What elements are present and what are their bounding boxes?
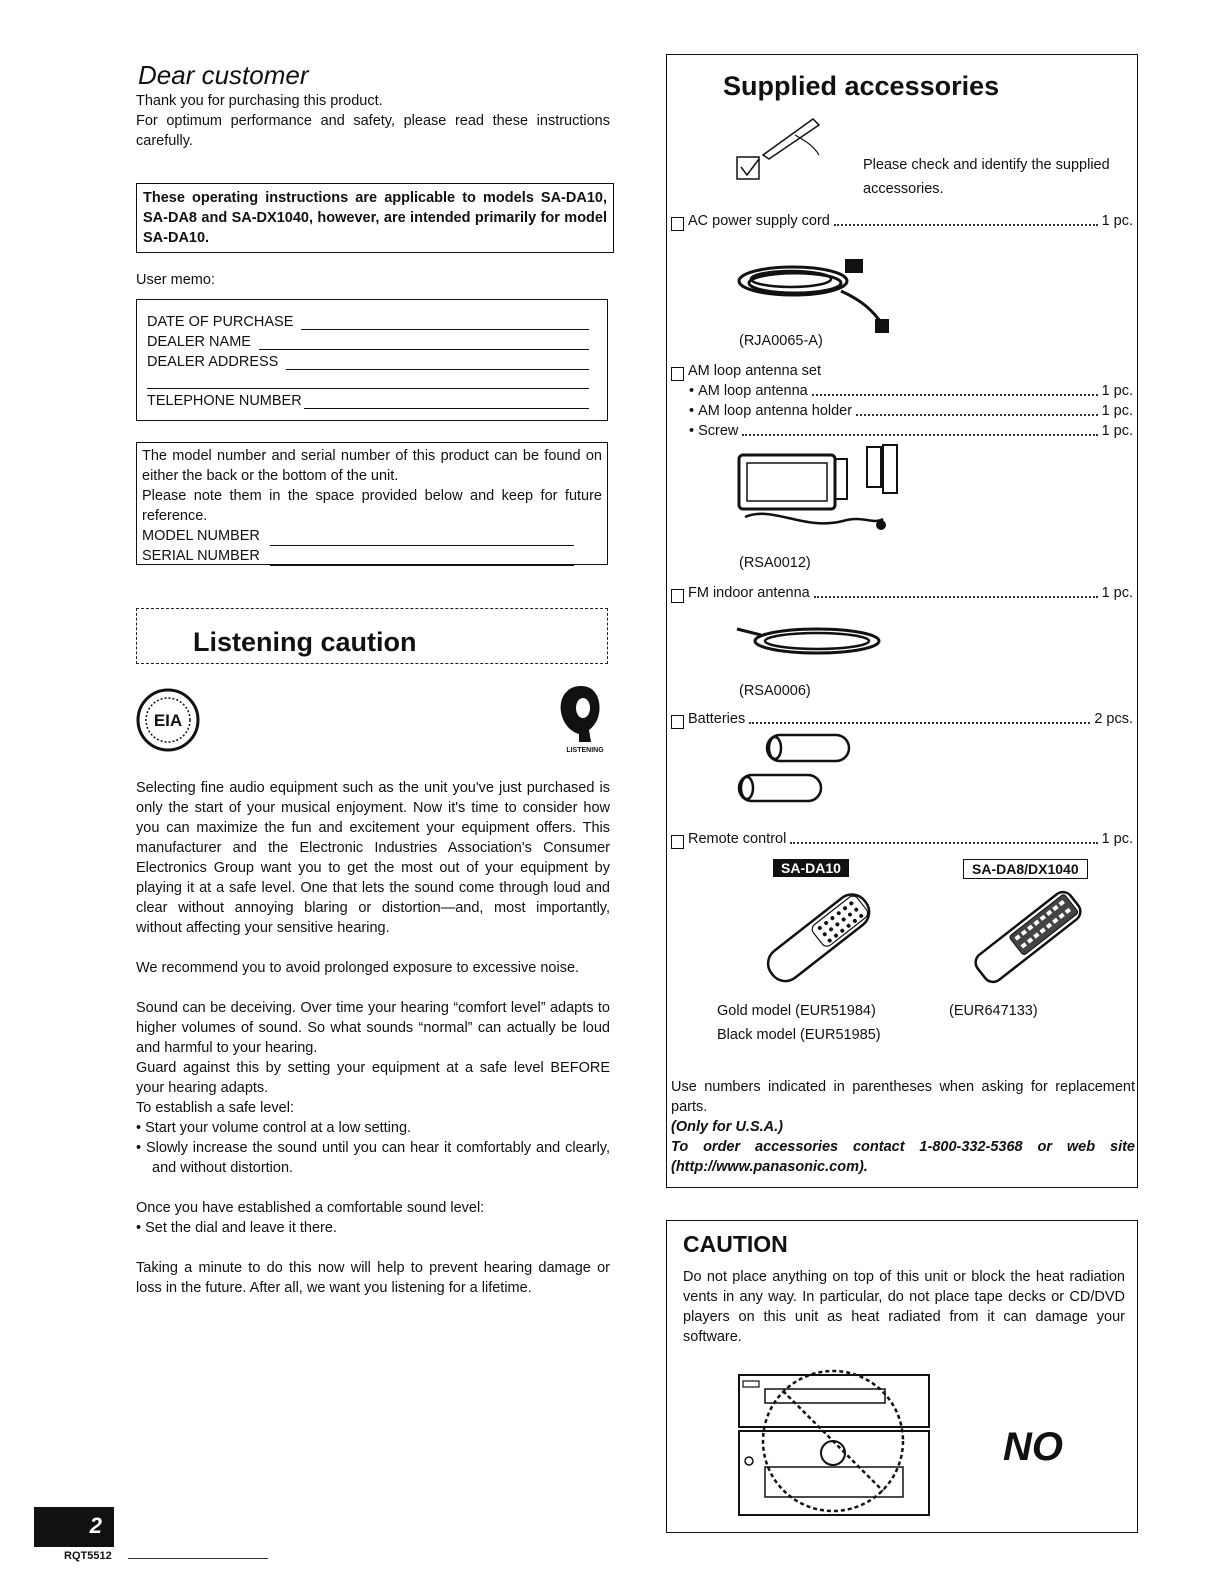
am-antenna-icon <box>733 441 923 541</box>
listening-logo-icon <box>551 680 611 756</box>
part-number-am: (RSA0012) <box>739 555 811 571</box>
sound-paragraph <box>136 998 610 1178</box>
user-memo-label: User memo: <box>136 272 215 288</box>
accessory-name: AC power supply cord <box>688 213 830 229</box>
body-line: To establish a safe level: <box>136 1100 294 1116</box>
memo-row-dealer-name <box>147 334 589 350</box>
am-sub-row: • AM loop antenna 1 pc. <box>689 383 1133 399</box>
usa-only-note: (Only for U.S.A.) <box>671 1119 783 1135</box>
memo-field-label: DEALER ADDRESS <box>147 354 279 370</box>
part-number-fm: (RSA0006) <box>739 683 811 699</box>
remote-b-part: (EUR647133) <box>949 1003 1038 1019</box>
accessory-qty: 2 pcs. <box>1094 711 1133 727</box>
user-memo-box <box>136 299 608 421</box>
document-code: RQT5512 <box>64 1550 112 1562</box>
serial-note: The model number and serial number of this product can be found on either the back or the bottom of the unit. <box>142 448 602 484</box>
memo-row-date <box>147 314 589 330</box>
body-line: Sound can be deceiving. Over time your hearing “comfort level” adapts to higher volumes of sound. So what sounds “normal” can actually be loud and harmful to your hearing. <box>136 1000 610 1056</box>
bullet-item: • Slowly increase the sound until you can hear it comfortably and clearly, and without distortion. <box>136 1140 610 1176</box>
remote-black-part: Black model (EUR51985) <box>717 1027 881 1043</box>
accessory-row-remote <box>671 829 1133 849</box>
accessory-row-ac-cord <box>671 211 1133 231</box>
body-paragraph: Taking a minute to do this now will help to prevent hearing damage or loss in the future. After all, we want you listening for a lifetime. <box>136 1260 610 1296</box>
listening-caution-body <box>136 778 610 1318</box>
accessory-row-batteries <box>671 709 1133 729</box>
bullet-item: • Set the dial and leave it there. <box>136 1220 337 1236</box>
memo-write-line[interactable] <box>259 335 589 350</box>
intro-line: Thank you for purchasing this product. <box>136 93 383 109</box>
serial-info-box <box>136 442 608 565</box>
order-note: To order accessories contact 1-800-332-5368 or web site (http://www.panasonic.com). <box>671 1139 1135 1175</box>
intro-text <box>136 91 610 151</box>
memo-field-label: DATE OF PURCHASE <box>147 314 294 330</box>
serial-number-line[interactable] <box>270 551 574 566</box>
caution-title: CAUTION <box>683 1231 788 1257</box>
body-paragraph: Selecting fine audio equipment such as the unit you've just purchased is only the start of your musical enjoyment. Now it's time to consider how you can maximize the fun and excitement your equipment offers. This manufacturer and the Electronic Industries Association's Consumer Electronics Group want you to get the most out of your equipment by playing it at a safe level. One that lets the sound come through loud and clear without annoying blaring or distortion—and, most importantly, without affecting your sensitive hearing. <box>136 780 610 936</box>
stacked-equipment-icon <box>735 1367 935 1519</box>
checkbox[interactable] <box>671 835 684 849</box>
am-sub-row: • AM loop antenna holder 1 pc. <box>689 403 1133 419</box>
page-number: 2 <box>34 1507 114 1547</box>
batteries-icon <box>733 731 863 807</box>
serial-number-row <box>142 546 574 566</box>
body-line: Once you have established a comfortable sound level: <box>136 1200 485 1216</box>
accessory-name: Batteries <box>688 711 746 727</box>
eia-logo-text: EIA <box>153 711 183 730</box>
replacement-note: Use numbers indicated in parentheses when asking for replacement parts. <box>671 1079 1135 1115</box>
applicability-notice: These operating instructions are applicable to models SA-DA10, SA-DA8 and SA-DX1040, however, are intended primarily for model SA-DA10. <box>136 183 614 253</box>
greeting-heading: Dear customer <box>138 60 309 90</box>
accessory-name: AM loop antenna <box>698 383 808 399</box>
checkbox[interactable] <box>671 589 684 603</box>
checkbox[interactable] <box>671 715 684 729</box>
checkmark-pen-icon <box>735 115 835 185</box>
footer-rule <box>128 1558 268 1559</box>
listening-logo-text: LISTENING <box>566 747 604 754</box>
accessory-name: AM loop antenna holder <box>698 403 853 419</box>
model-number-line[interactable] <box>270 531 574 546</box>
bullet-item: • Start your volume control at a low setting. <box>136 1120 412 1136</box>
remote-sa-da10-icon <box>753 885 883 989</box>
check-note: Please check and identify the supplied accessories. <box>863 157 1110 197</box>
supplied-accessories-box <box>666 54 1138 1188</box>
model-tag-sa-da8: SA-DA8/DX1040 <box>963 859 1088 879</box>
ac-cord-icon <box>733 241 893 337</box>
listening-caution-header <box>136 608 608 664</box>
memo-row-telephone <box>147 393 589 409</box>
memo-field-label: DEALER NAME <box>147 334 251 350</box>
intro-line: For optimum performance and safety, please read these instructions carefully. <box>136 113 610 149</box>
memo-write-line[interactable] <box>286 355 589 370</box>
accessory-qty: 1 pc. <box>1101 213 1133 229</box>
no-label: NO <box>1003 1425 1063 1469</box>
remote-sa-da8-icon <box>963 885 1093 989</box>
memo-field-label: TELEPHONE NUMBER <box>147 393 302 409</box>
accessory-qty: 1 pc. <box>1101 423 1133 439</box>
memo-write-line[interactable] <box>147 374 589 389</box>
accessory-qty: 1 pc. <box>1101 383 1133 399</box>
accessory-name: FM indoor antenna <box>688 585 810 601</box>
accessory-name: Screw <box>698 423 739 439</box>
checkbox[interactable] <box>671 217 684 231</box>
accessories-title: Supplied accessories <box>723 71 1000 101</box>
am-sub-row: • Screw 1 pc. <box>689 423 1133 439</box>
accessory-name: Remote control <box>688 831 787 847</box>
memo-write-line[interactable] <box>301 315 589 330</box>
accessory-row-fm-antenna <box>671 583 1133 603</box>
model-tag-sa-da10: SA-DA10 <box>773 859 849 877</box>
accessory-row-am-set <box>671 361 1133 381</box>
body-paragraph: We recommend you to avoid prolonged exposure to excessive noise. <box>136 960 580 976</box>
model-number-row <box>142 526 574 546</box>
memo-write-line[interactable] <box>304 394 589 409</box>
listening-caution-title: Listening caution <box>193 627 417 657</box>
part-number-ac: (RJA0065-A) <box>739 333 823 349</box>
memo-row-blank <box>147 374 589 389</box>
caution-box <box>666 1220 1138 1533</box>
caution-text: Do not place anything on top of this unit or block the heat radiation vents in any way. In particular, do not place tape decks or CD/DVD players on this unit as heat radiated from it can damage your software. <box>683 1269 1125 1345</box>
fm-antenna-icon <box>733 615 893 671</box>
serial-field-label: MODEL NUMBER <box>142 528 260 544</box>
memo-row-dealer-address <box>147 354 589 370</box>
serial-field-label: SERIAL NUMBER <box>142 548 260 564</box>
remote-gold-part: Gold model (EUR51984) <box>717 1003 876 1019</box>
eia-logo-icon <box>136 688 200 752</box>
serial-note: Please note them in the space provided below and keep for future reference. <box>142 488 602 524</box>
accessory-name: AM loop antenna set <box>688 363 822 379</box>
accessory-qty: 1 pc. <box>1101 831 1133 847</box>
body-line: Guard against this by setting your equipment at a safe level BEFORE your hearing adapts. <box>136 1060 610 1096</box>
accessory-qty: 1 pc. <box>1101 585 1133 601</box>
checkbox[interactable] <box>671 367 684 381</box>
accessory-qty: 1 pc. <box>1101 403 1133 419</box>
